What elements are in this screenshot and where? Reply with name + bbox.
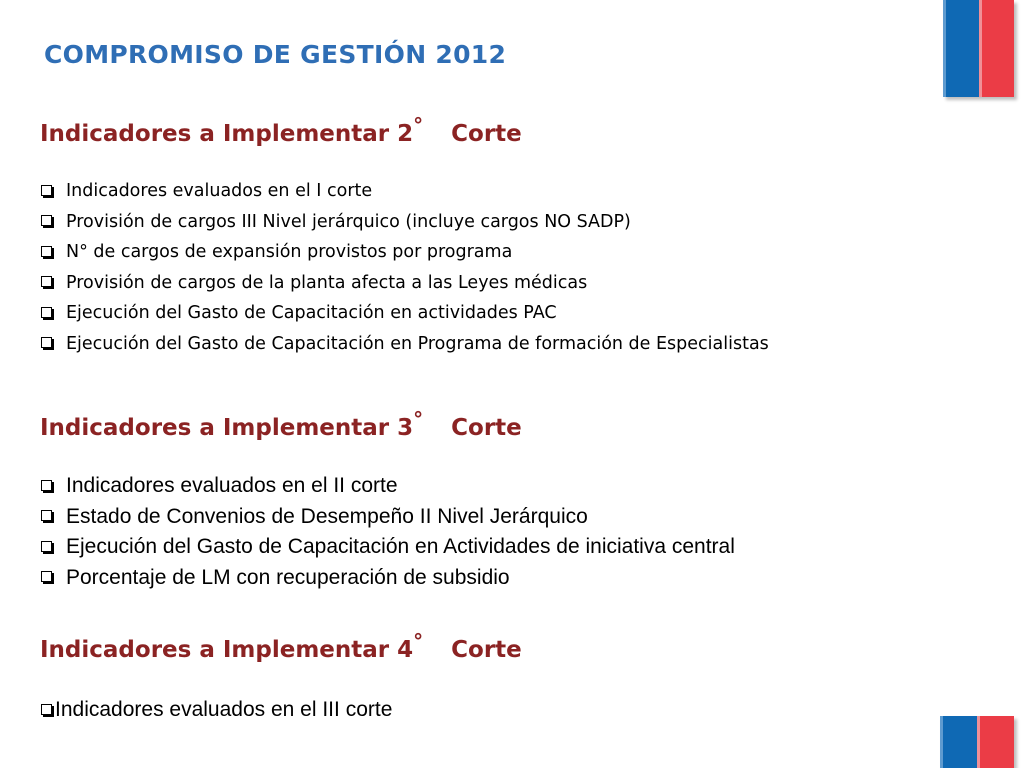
checkbox-icon xyxy=(41,337,52,348)
list-item xyxy=(41,176,769,207)
list-item-label: Indicadores evaluados en el II corte xyxy=(66,474,398,498)
section-heading-3 xyxy=(40,407,522,441)
list-item xyxy=(41,329,769,360)
flag-logo-top xyxy=(943,0,1014,97)
list-item-label: Porcentaje de LM con recuperación de subsidio xyxy=(66,565,510,589)
checkbox-icon xyxy=(41,480,52,491)
heading-prefix: Indicadores a Implementar 3 xyxy=(40,415,414,441)
checkbox-icon xyxy=(41,246,52,257)
list-item-label: Estado de Convenios de Desempeño II Nivel Jerárquico xyxy=(66,504,588,528)
degree-symbol: ° xyxy=(413,113,424,137)
list-item xyxy=(41,268,769,299)
page-title: COMPROMISO DE GESTIÓN 2012 xyxy=(44,40,507,69)
checkbox-icon xyxy=(41,307,52,318)
checkbox-icon xyxy=(41,215,52,226)
list-item-label: Ejecución del Gasto de Capacitación en Programa de formación de Especialistas xyxy=(66,333,769,354)
list-item xyxy=(41,532,735,563)
flag-blue-stripe xyxy=(943,0,979,97)
list-item-label: Indicadores evaluados en el III corte xyxy=(55,698,393,722)
checkbox-icon xyxy=(41,541,52,552)
section-heading-4 xyxy=(40,629,522,663)
list-item xyxy=(41,207,769,238)
flag-blue-stripe xyxy=(940,716,977,768)
checkbox-icon xyxy=(41,276,52,287)
list-item-label: Provisión de cargos de la planta afecta a las Leyes médicas xyxy=(66,272,588,293)
degree-symbol: ° xyxy=(413,629,424,653)
list-item-label: Provisión de cargos III Nivel jerárquico (incluye cargos NO SADP) xyxy=(66,211,631,232)
section-heading-2 xyxy=(40,113,522,147)
list-item xyxy=(41,237,769,268)
heading-prefix: Indicadores a Implementar 4 xyxy=(40,637,414,663)
heading-suffix: Corte xyxy=(451,637,522,663)
checkbox-icon xyxy=(41,571,52,582)
indicator-list-4 xyxy=(41,695,392,726)
degree-symbol: ° xyxy=(413,407,424,431)
list-item xyxy=(41,563,735,594)
list-item-label: Ejecución del Gasto de Capacitación en actividades PAC xyxy=(66,303,557,324)
checkbox-icon xyxy=(41,510,52,521)
list-item xyxy=(41,471,735,502)
heading-suffix: Corte xyxy=(451,121,522,147)
heading-suffix: Corte xyxy=(451,415,522,441)
list-item xyxy=(41,695,392,726)
list-item-label: Indicadores evaluados en el I corte xyxy=(66,181,373,202)
flag-red-stripe xyxy=(979,0,1015,97)
indicator-list-3 xyxy=(41,471,735,593)
flag-red-stripe xyxy=(977,716,1014,768)
list-item-label: Ejecución del Gasto de Capacitación en Actividades de iniciativa central xyxy=(66,535,735,559)
list-item-label: N° de cargos de expansión provistos por programa xyxy=(66,242,513,263)
heading-prefix: Indicadores a Implementar 2 xyxy=(40,121,414,147)
list-item xyxy=(41,298,769,329)
list-item xyxy=(41,502,735,533)
checkbox-icon xyxy=(41,704,52,715)
checkbox-icon xyxy=(41,185,52,196)
flag-logo-bottom xyxy=(940,716,1014,768)
indicator-list-2 xyxy=(41,176,769,359)
